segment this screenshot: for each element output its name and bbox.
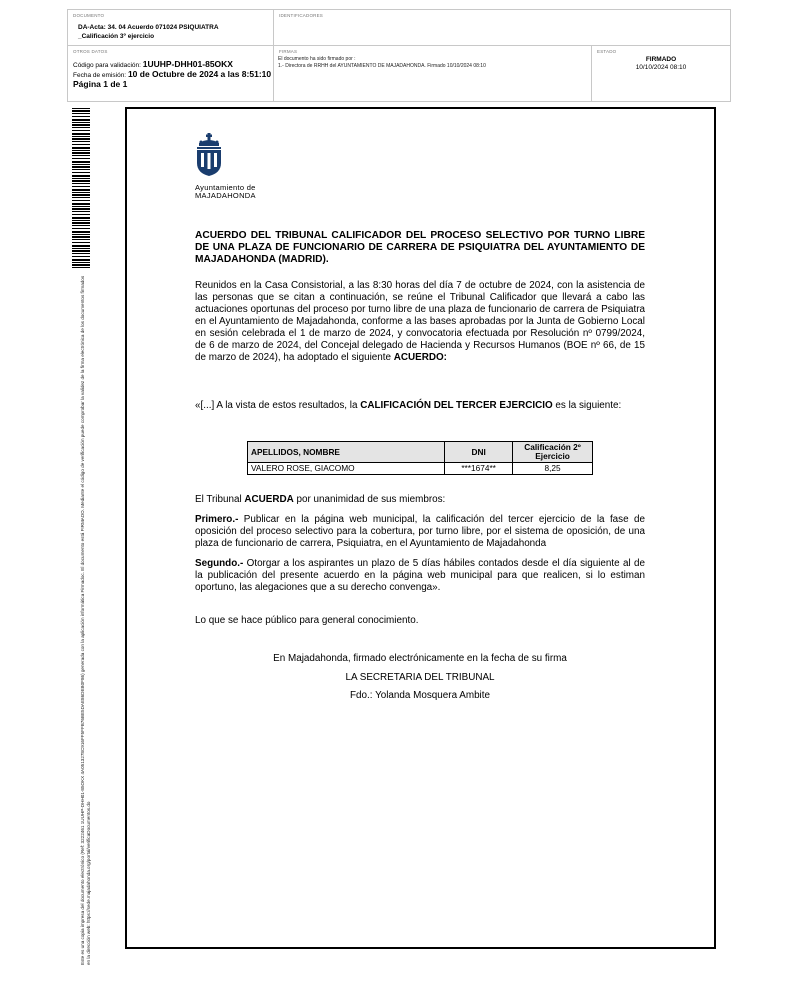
results-intro-post: es la siguiente: <box>555 400 622 411</box>
coat-of-arms-icon <box>195 133 223 177</box>
intro-text: Reunidos en la Casa Consistorial, a las 8:30 horas del día 7 de octubre de 2024, con la asistencia de las personas que se citan a continuación, se reúne el Tribunal Calificador que llevará a cabo las actuaciones oportunas del proceso por turno libre de una plaza de funcionario de carrera de Psiquiatra en el Ayuntamiento de Majadahonda, conforme a las bases aprobadas por la Junta de Gobierno Local en sesión celebrada el 1 de marzo de 2024, y convocatoria efectuada por Resolución nº 0799/2024, de 6 de marzo de 2024, del Concejal delegado de Hacienda y Recursos Humanos (BOE nº 66, de 15 de marzo de 2024), ha adoptado el siguiente <box>195 280 645 363</box>
codigo-prefix: Código para validación: <box>73 62 141 69</box>
firmas-label: FIRMAS <box>279 49 298 54</box>
primero-paragraph <box>195 514 645 550</box>
cell-dni: ***1674** <box>445 463 513 475</box>
verification-barcode <box>72 108 90 268</box>
segundo-paragraph <box>195 558 645 594</box>
otros-datos-label: OTROS DATOS <box>73 49 108 54</box>
fecha-prefix: Fecha de emisión: <box>73 72 127 80</box>
signature-role: LA SECRETARIA DEL TRIBUNAL <box>345 672 495 683</box>
pagina-numero: Página 1 de 1 <box>73 79 128 90</box>
intro-paragraph <box>195 280 645 364</box>
identificadores-cell <box>274 10 730 46</box>
document-metadata-header <box>67 9 731 102</box>
segundo-label: Segundo.- <box>195 558 244 569</box>
estado-label: ESTADO <box>597 49 617 54</box>
firmas-line-2: 1.- Directora de RRHH del AYUNTAMIENTO DE MAJADAHONDA. Firmado 10/10/2024 08:10 <box>278 63 486 69</box>
ayuntamiento-logo <box>195 133 265 200</box>
documento-label: DOCUMENTO <box>73 13 105 18</box>
cell-nombre: VALERO ROSE, GIACOMO <box>248 463 445 475</box>
otros-datos-cell <box>68 46 274 101</box>
results-intro <box>195 400 645 412</box>
header-dni: DNI <box>445 442 513 463</box>
tribunal-acuerda <box>195 494 645 506</box>
segundo-text: Otorgar a los aspirantes un plazo de 5 días hábiles contados desde el día siguiente al de la publicación del presente acuerdo en la página web municipal para que realicen, si lo estiman oportuno, las alegaciones que a su derecho convenga». <box>195 558 645 593</box>
estado-value: FIRMADO <box>645 56 677 63</box>
documento-cell <box>68 10 274 46</box>
results-intro-pre: «[...] A la vista de estos resultados, la <box>195 400 358 411</box>
estado-cell <box>592 46 730 101</box>
primero-label: Primero.- <box>195 514 239 525</box>
results-table <box>247 441 593 475</box>
validation-info <box>73 60 271 91</box>
codigo-validacion: 1UUHP-DHH01-85OKX <box>142 59 233 69</box>
logo-line-1: Ayuntamiento de <box>195 183 256 192</box>
fecha-emision: 10 de Octubre de 2024 a las 8:51:10 <box>127 69 272 80</box>
firmas-cell <box>274 46 592 101</box>
tribunal-pre: El Tribunal <box>195 494 242 505</box>
table-header-row <box>248 442 593 463</box>
side-verification-text: Este es una copia impresa del documento electrónico (Ref: 3222461 1UUHP-DHH01-85OKX 4A0513278C916FF5FFB76BE5DAE86DEB0F86) generada con la aplicación informática Firmadoc. El documento está FIRMADO. Mediante el código de verificación puede comprobar la validez de la firma electrónica de los documentos firmados en la dirección web: https://sede.majadahonda.org/portal/verificaDocumentos.do <box>80 275 91 965</box>
header-calificacion: Calificación 2º Ejercicio <box>513 442 593 463</box>
tribunal-bold: ACUERDA <box>244 494 294 505</box>
logo-text <box>195 184 265 200</box>
page-title: ACUERDO DEL TRIBUNAL CALIFICADOR DEL PROCESO SELECTIVO POR TURNO LIBRE DE UNA PLAZA DE FUNCIONARIO DE CARRERA DE PSIQUIATRA DEL AYUNTAMIENTO DE MAJADAHONDA (MADRID). <box>195 230 645 266</box>
tribunal-post: por unanimidad de sus miembros: <box>296 494 446 505</box>
acuerdo-heading: ACUERDO: <box>393 352 447 363</box>
signature-name: Fdo.: Yolanda Mosquera Ambite <box>350 690 490 701</box>
estado-fecha: 10/10/2024 08:10 <box>635 64 687 71</box>
table-row <box>248 463 593 475</box>
publico-paragraph: Lo que se hace público para general conocimiento. <box>195 615 419 626</box>
primero-text: Publicar en la página web municipal, la calificación del tercer ejercicio de la fase de oposición del proceso selectivo para la cobertura, por turno libre, por el sistema de oposición, de una plaza de funcionario de carrera, Psiquiatra, en el Ayuntamiento de Majadahonda <box>195 514 645 549</box>
header-apellidos: APELLIDOS, NOMBRE <box>248 442 445 463</box>
firmas-line-1: El documento ha sido firmado por : <box>278 56 356 62</box>
results-intro-bold: CALIFICACIÓN DEL TERCER EJERCICIO <box>360 400 553 411</box>
documento-title: DA-Acta: 34. 04 Acuerdo 071024 PSIQUIATRA _Calificación 3º ejercicio <box>78 24 219 40</box>
logo-line-2: MAJADAHONDA <box>195 191 256 200</box>
signature-place-date: En Majadahonda, firmado electrónicamente en la fecha de su firma <box>273 653 567 664</box>
firmas-info <box>278 56 486 70</box>
cell-calificacion: 8,25 <box>513 463 593 475</box>
identificadores-label: IDENTIFICADORES <box>279 13 324 18</box>
